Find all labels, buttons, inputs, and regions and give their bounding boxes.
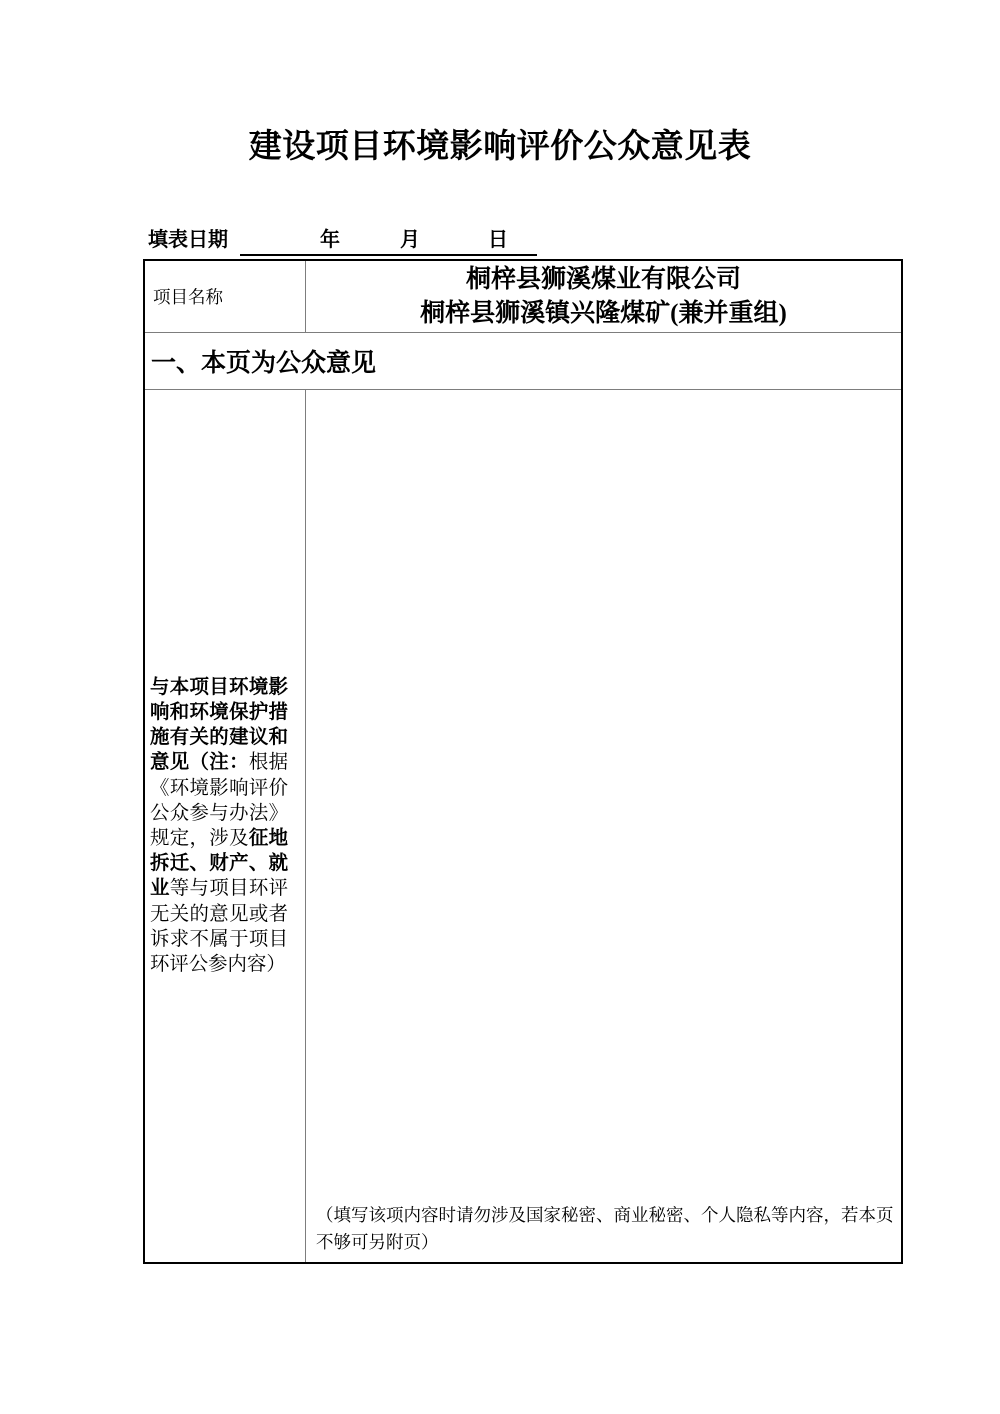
project-name-value-cell <box>306 260 903 333</box>
opinion-label-bold-part-1: 与本项目环境影响和环境保护措施有关的建议和意见（注： <box>150 676 288 774</box>
project-mine-name: 桐梓县狮溪镇兴隆煤矿(兼并重组) <box>420 299 787 327</box>
page-title: 建设项目环境影响评价公众意见表 <box>248 127 752 164</box>
fill-date-line <box>148 227 537 256</box>
opinion-row <box>144 390 902 1264</box>
day-label: 日 <box>488 229 508 251</box>
opinion-label-text <box>150 675 288 977</box>
project-name-row <box>144 260 902 333</box>
public-opinion-form-table <box>143 259 903 1264</box>
opinion-privacy-note: （填写该项内容时请勿涉及国家秘密、商业秘密、个人隐私等内容，若本页不够可另附页） <box>316 1205 894 1252</box>
opinion-input-area[interactable] <box>316 402 897 1202</box>
section-header-cell: 一、本页为公众意见 <box>144 333 902 390</box>
opinion-label-cell <box>144 390 306 1264</box>
project-name-label: 项目名称 <box>153 287 223 307</box>
section-header-row <box>144 333 902 390</box>
opinion-label-regular-part-1: 根据《环境影响评价公众参与办法》规定，涉及 <box>150 752 289 849</box>
project-company-name: 桐梓县狮溪煤业有限公司 <box>465 265 741 293</box>
month-label: 月 <box>400 229 420 251</box>
project-name-label-cell <box>144 260 306 333</box>
opinion-value-cell <box>306 390 903 1264</box>
opinion-label-regular-part-2: 等与项目环评无关的意见或者诉求不属于项目环评公参内容） <box>150 878 289 976</box>
year-label: 年 <box>320 229 340 251</box>
fill-date-blank-field[interactable] <box>240 227 537 256</box>
fill-date-label: 填表日期 <box>148 229 228 251</box>
opinion-label-bold-part-2: 征地拆迁、财产、就业 <box>150 828 289 900</box>
